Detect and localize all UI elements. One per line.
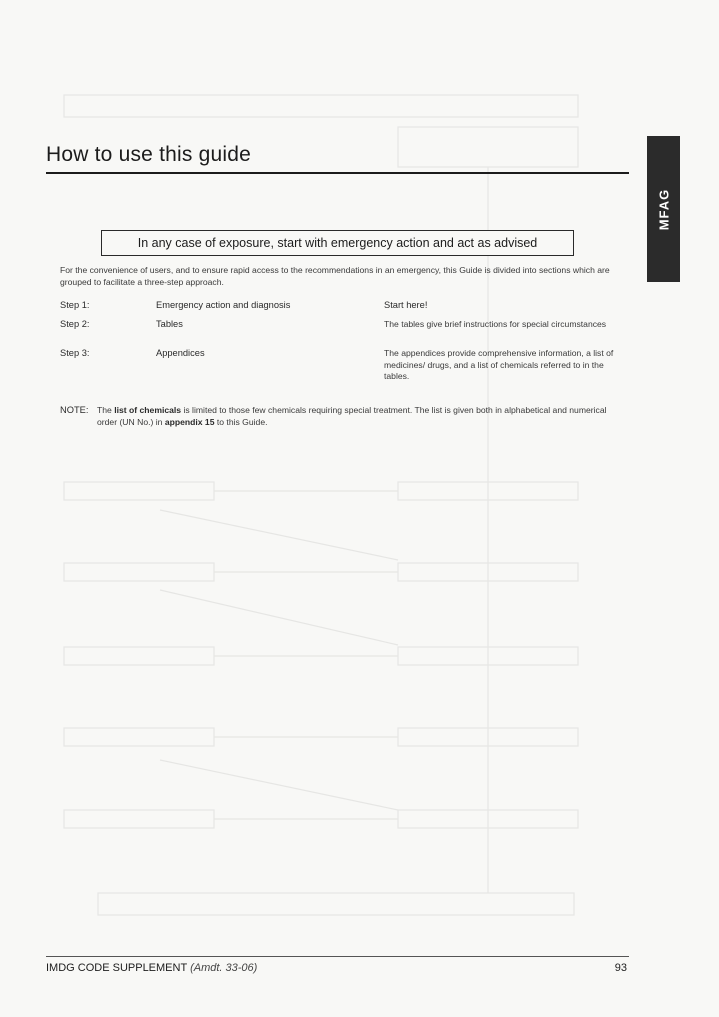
step-number: Step 1:	[60, 300, 90, 310]
step-name: Emergency action and diagnosis	[156, 300, 291, 310]
note-text	[97, 404, 627, 428]
footer-amendment: (Amdt. 33-06)	[190, 962, 258, 974]
note-label: NOTE:	[60, 405, 89, 415]
page-number: 93	[614, 962, 627, 974]
note-text-part: The	[97, 405, 115, 415]
step-description: The tables give brief instructions for special circumstances	[384, 319, 607, 329]
note-text-part: is limited to those few chemicals requiring special treatment. The list is given both in alphabetical and numerical order (UN No.) in	[97, 405, 607, 427]
page-title: How to use this guide	[46, 143, 251, 166]
note-text-part: to this Guide.	[214, 417, 268, 427]
list-of-chemicals-ref: list of chemicals	[114, 405, 182, 415]
section-tab-label: MFAG	[656, 188, 671, 230]
section-tab	[647, 136, 680, 282]
title-rule	[46, 172, 629, 174]
emergency-banner: In any case of exposure, start with emergency action and act as advised	[101, 230, 574, 256]
step-name: Tables	[156, 319, 183, 329]
footer-title	[46, 962, 257, 974]
step-description: Start here!	[384, 300, 428, 310]
step-name: Appendices	[156, 348, 205, 358]
step-description: The appendices provide comprehensive information, a list of medicines/ drugs, and a list of chemicals referred to in the tables.	[384, 348, 614, 381]
appendix-ref: appendix 15	[164, 417, 215, 427]
footer-publication: IMDG CODE SUPPLEMENT	[46, 962, 187, 974]
intro-paragraph: For the convenience of users, and to ensure rapid access to the recommendations in an emergency, this Guide is divided into sections which are grouped to facilitate a three-step approach.	[60, 265, 610, 287]
footer-rule	[46, 956, 629, 957]
step-number: Step 2:	[60, 319, 90, 329]
step-number: Step 3:	[60, 348, 90, 358]
